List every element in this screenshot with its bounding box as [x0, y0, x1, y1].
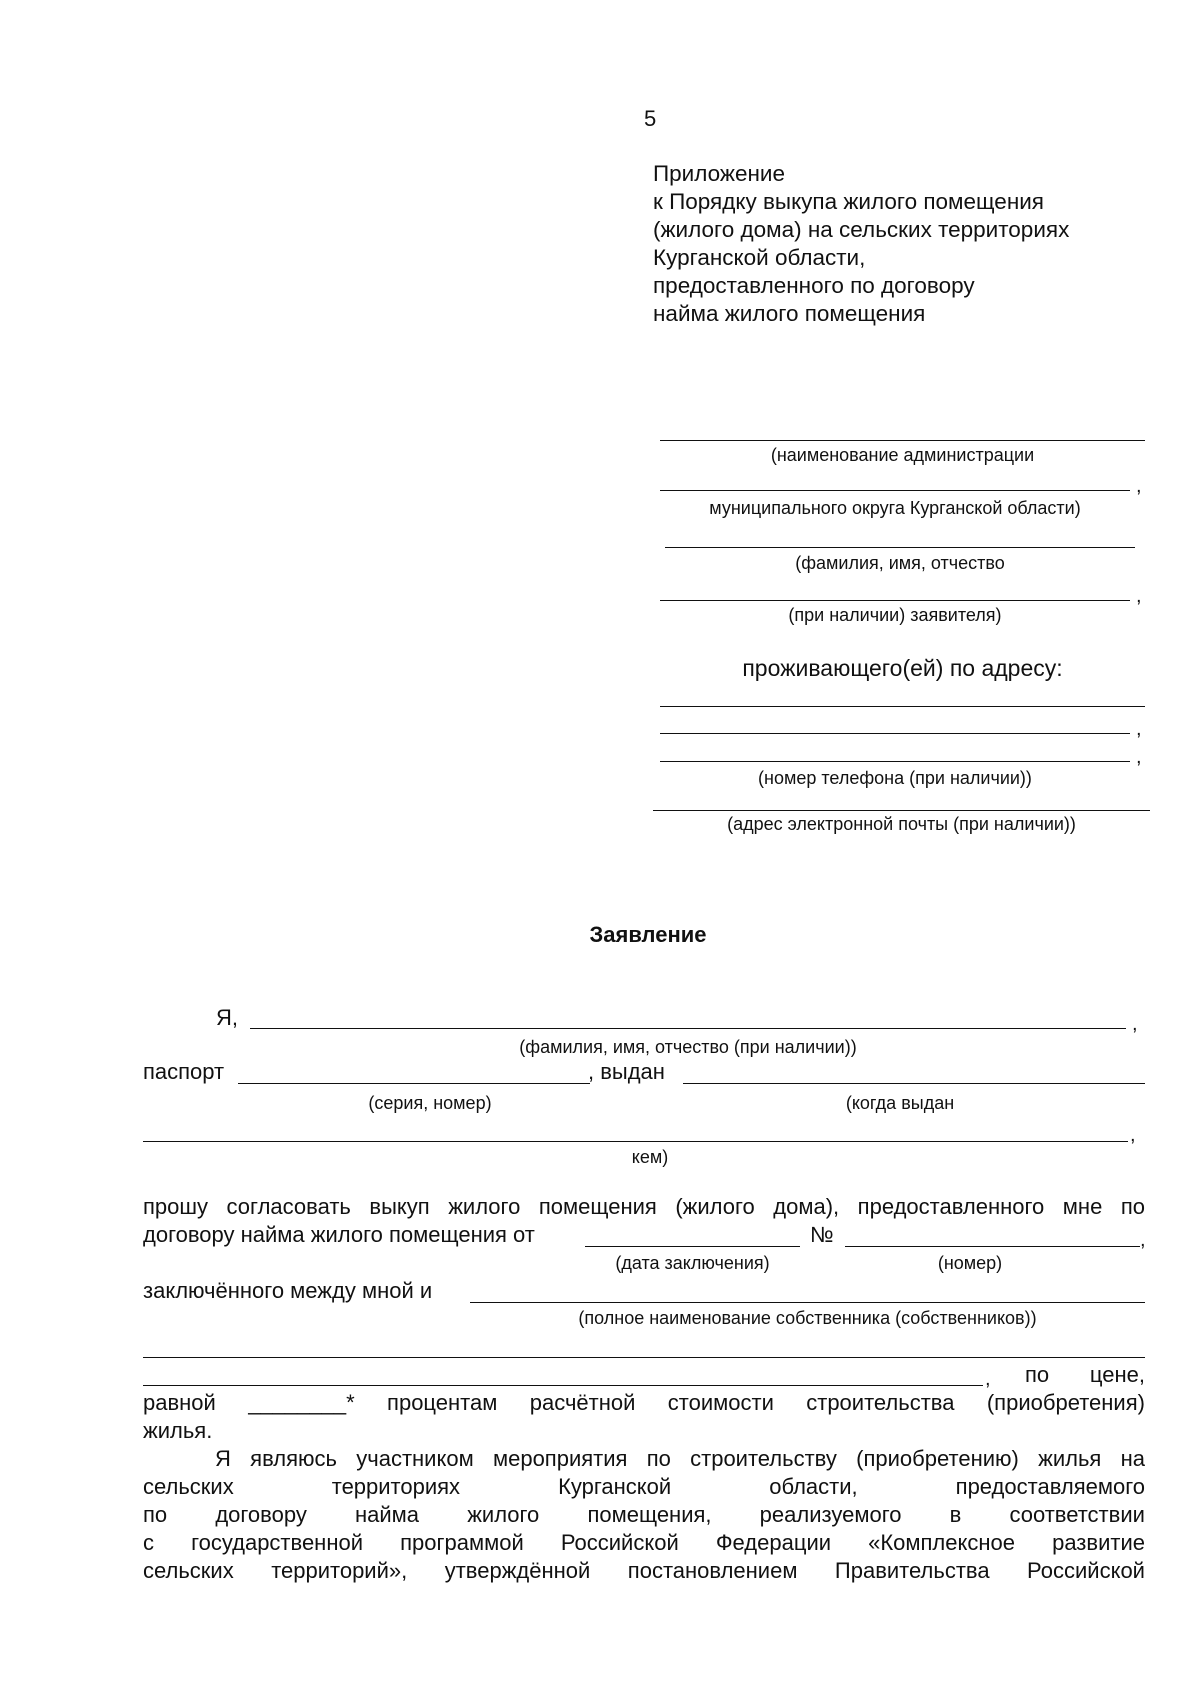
para-word: сельских [143, 1558, 234, 1583]
para-word: развитие [1052, 1530, 1145, 1555]
housing-end: жилья. [143, 1418, 213, 1443]
comma-mark: , [1132, 1013, 1138, 1035]
para-word: Правительства [834, 1558, 990, 1583]
para-word: территорий», [271, 1558, 408, 1583]
para-word: государственной [191, 1530, 364, 1555]
percent-field[interactable]: ________* [248, 1390, 355, 1415]
email-line[interactable] [653, 810, 1150, 811]
para-word: с [143, 1530, 154, 1555]
appendix-block [653, 160, 1069, 328]
appendix-line: Приложение [653, 161, 785, 186]
para2-line-3 [143, 1502, 1145, 1528]
para-word: найма [354, 1502, 420, 1527]
para-word: жилого [467, 1502, 540, 1527]
passport-number-line[interactable] [238, 1083, 590, 1084]
para-word: Российской [560, 1530, 679, 1555]
issued-by-line[interactable] [143, 1141, 1128, 1142]
name-caption-1: (фамилия, имя, отчество [795, 553, 1005, 573]
para2-line-2 [143, 1474, 1145, 1500]
para-word: соответствии [1009, 1502, 1145, 1527]
price-line-word: равной [143, 1390, 216, 1415]
admin-caption-2: муниципального округа Курганской области) [709, 498, 1081, 518]
para-word: предоставляемого [955, 1474, 1145, 1499]
owner-line[interactable] [470, 1302, 1145, 1303]
date-caption: (дата заключения) [615, 1253, 770, 1273]
para-word: по [143, 1502, 168, 1527]
fio-caption: (фамилия, имя, отчество (при наличии)) [519, 1037, 857, 1057]
appendix-line: предоставленного по договору [653, 273, 975, 298]
contract-date-line[interactable] [585, 1246, 800, 1247]
by-whom-caption: кем) [631, 1147, 669, 1167]
issue-date-line[interactable] [683, 1083, 1145, 1084]
phone-caption: (номер телефона (при наличии)) [758, 768, 1032, 788]
series-caption: (серия, номер) [368, 1093, 492, 1113]
comma-mark: , [1136, 746, 1142, 768]
comma-mark: , [1130, 1124, 1136, 1146]
para2-line-4 [143, 1530, 1145, 1556]
name-caption-2: (при наличии) заявителя) [788, 605, 1002, 625]
appendix-line: найма жилого помещения [653, 301, 926, 326]
applicant-name-line-2[interactable] [660, 600, 1130, 601]
admin-name-line[interactable] [660, 440, 1145, 441]
price-word: цене, [1089, 1362, 1145, 1387]
para-word: постановлением [627, 1558, 798, 1583]
price-line [143, 1390, 1145, 1416]
para-word: Курганской [558, 1474, 672, 1499]
appendix-line: к Порядку выкупа жилого помещения [653, 189, 1044, 214]
price-word: по [1025, 1362, 1050, 1387]
comma-mark: , [1136, 585, 1142, 607]
admin-caption-1: (наименование администрации [770, 445, 1035, 465]
applicant-name-line[interactable] [665, 547, 1135, 548]
comma-mark: , [1136, 475, 1142, 497]
price-line-word: расчётной [529, 1390, 636, 1415]
owner-caption: (полное наименование собственника (собственников)) [578, 1308, 1037, 1328]
para-word: реализуемого [759, 1502, 902, 1527]
para-word: договору [215, 1502, 307, 1527]
para-word: Федерации [715, 1530, 832, 1555]
price-line-word: процентам [387, 1390, 498, 1415]
para-word: в [949, 1502, 962, 1527]
comma-mark: , [1136, 718, 1142, 740]
price-line-word: стоимости [667, 1390, 774, 1415]
owner-line-2[interactable] [143, 1357, 1145, 1358]
admin-name-line-2[interactable] [660, 490, 1130, 491]
para-word: Российской [1027, 1558, 1145, 1583]
phone-line[interactable] [660, 761, 1130, 762]
number-caption: (номер) [937, 1253, 1003, 1273]
comma-mark: , [1140, 1229, 1146, 1251]
concluded-label: заключённого между мной и [143, 1278, 433, 1303]
when-caption: (когда выдан [845, 1093, 955, 1113]
appendix-line: (жилого дома) на сельских территориях [653, 217, 1070, 242]
issued-label: , выдан [588, 1059, 665, 1084]
contract-number-line[interactable] [845, 1246, 1140, 1247]
para-word: территориях [331, 1474, 461, 1499]
para-word: программой [400, 1530, 524, 1555]
page-number: 5 [644, 106, 657, 131]
para-word: «Комплексное [868, 1530, 1015, 1555]
address-line-1[interactable] [660, 706, 1145, 707]
para-word: помещения, [587, 1502, 712, 1527]
number-sign: № [810, 1222, 834, 1247]
comma-mark: , [985, 1368, 991, 1390]
fio-line[interactable] [250, 1028, 1126, 1029]
address-label: проживающего(ей) по адресу: [742, 655, 1063, 681]
owner-line-3[interactable] [143, 1385, 983, 1386]
appendix-line: Курганской области, [653, 245, 866, 270]
para-word: области, [769, 1474, 858, 1499]
request-line-1: прошу согласовать выкуп жилого помещения (жилого дома), предоставленного мне по [143, 1194, 1145, 1219]
i-label: Я, [216, 1005, 238, 1030]
email-caption: (адрес электронной почты (при наличии)) [727, 814, 1076, 834]
price-words [1025, 1362, 1145, 1388]
request-line-2-prefix: договору найма жилого помещения от [143, 1222, 535, 1247]
price-line-word: строительства [806, 1390, 955, 1415]
para-word: утверждённой [444, 1558, 591, 1583]
para-word: сельских [143, 1474, 234, 1499]
price-line-word: (приобретения) [986, 1390, 1145, 1415]
para2-line-5 [143, 1558, 1145, 1584]
para2-line-1: Я являюсь участником мероприятия по строительству (приобретению) жилья на [215, 1446, 1145, 1471]
passport-label: паспорт [143, 1059, 225, 1084]
document-title: Заявление [589, 922, 707, 947]
address-line-2[interactable] [660, 733, 1130, 734]
